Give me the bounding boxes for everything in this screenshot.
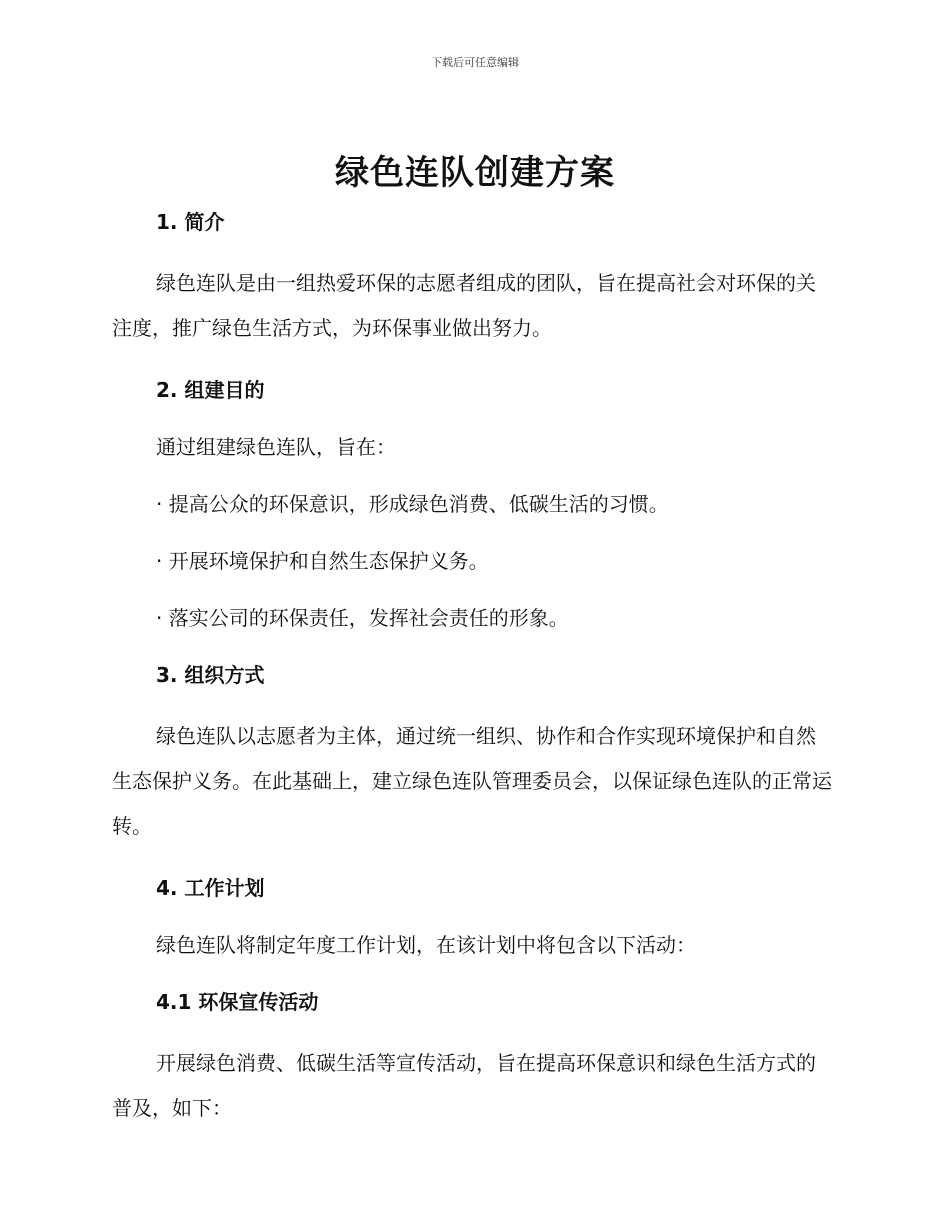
- section-lead-plan: 绿色连队将制定年度工作计划，在该计划中将包含以下活动：: [156, 933, 696, 957]
- page-header: 下载后可任意编辑: [431, 56, 519, 69]
- section-paragraph-publicity: 开展绿色消费、低碳生活等宣传活动，旨在提高环保意识和绿色生活方式的普及，如下：: [112, 1051, 816, 1120]
- section-heading-plan: 4. 工作计划: [156, 876, 265, 900]
- section-lead-purpose: 通过组建绿色连队，旨在：: [156, 435, 396, 459]
- list-item: · 开展环境保护和自然生态保护义务。: [156, 549, 489, 573]
- document-title: 绿色连队创建方案: [335, 153, 615, 193]
- section-heading-intro: 1. 简介: [156, 210, 225, 234]
- section-heading-purpose: 2. 组建目的: [156, 378, 265, 402]
- section-paragraph-intro: 绿色连队是由一组热爱环保的志愿者组成的团队，旨在提高社会对环保的关注度，推广绿色生活方式，为环保事业做出努力。: [112, 271, 816, 340]
- section-heading-organization: 3. 组织方式: [156, 663, 265, 687]
- list-item: · 提高公众的环保意识，形成绿色消费、低碳生活的习惯。: [156, 492, 669, 516]
- document-body: [112, 204, 832, 1131]
- section-heading-publicity: 4.1 环保宣传活动: [156, 990, 319, 1014]
- section-paragraph-organization: 绿色连队以志愿者为主体，通过统一组织、协作和合作实现环境保护和自然生态保护义务。在此基础上，建立绿色连队管理委员会，以保证绿色连队的正常运转。: [112, 724, 832, 838]
- list-item: · 落实公司的环保责任，发挥社会责任的形象。: [156, 606, 569, 630]
